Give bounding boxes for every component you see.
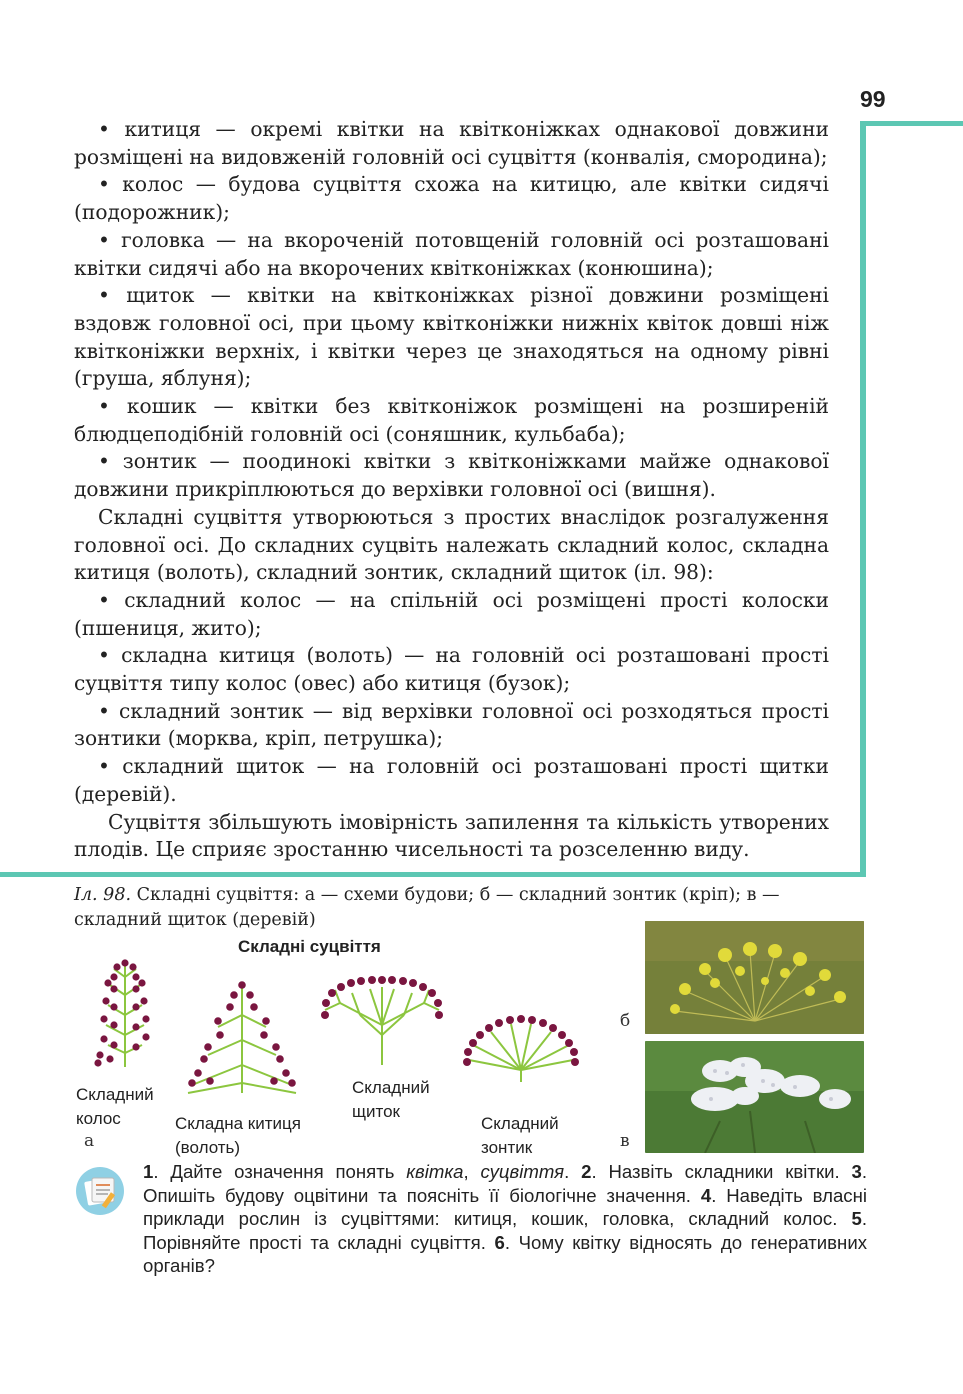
diagram-title: Складні суцвіття xyxy=(238,937,381,956)
paragraph: • зонтик — поодинокі квітки з квітконіжками майже однакової довжини прикріплюються до верхівки головної осі (вишня). xyxy=(74,449,829,502)
dill-photo xyxy=(645,921,864,1034)
tasks-block xyxy=(143,1160,867,1278)
letter-a: а xyxy=(84,1131,95,1151)
task-text: , xyxy=(463,1161,481,1182)
paragraph: • складний щиток — на головній осі розташовані прості щитки (деревій). xyxy=(74,754,829,806)
task-term: квітка xyxy=(406,1161,464,1182)
label-line: щиток xyxy=(352,1102,400,1121)
task-text: . Дайте означення понять xyxy=(153,1161,407,1182)
paragraph: • китиця — окремі квітки на квітконіжках однакової довжини розміщені на видовженій головній осі суцвіття (конвалія, смородина); xyxy=(74,117,829,169)
task-text: . Опишіть будову оцвітини та поясніть її біологічне значення. xyxy=(143,1161,867,1206)
letter-v: в xyxy=(620,1131,630,1151)
compound-corymb-illustration xyxy=(325,987,439,1065)
label-line: Складний xyxy=(76,1085,154,1104)
yarrow-corymb-graphic xyxy=(645,1041,864,1153)
paragraph: • щиток — квітки на квітконіжках різної довжини розміщені вздовж головної осі, при цьому квітконіжки нижніх квіток довші ніж квітконіжки верхніх, і квітки через це знаходяться на одному рівні (груша, яблуня); xyxy=(74,283,829,391)
paragraph: Складні суцвіття утворюються з простих внаслідок розгалуження головної осі. До складних суцвіть належать складний колос, складна китиця (волоть), складний зонтик, складний щиток (іл. 98): xyxy=(74,504,829,585)
task-number: 3 xyxy=(851,1161,862,1182)
paragraph: • головка — на вкороченій потовщеній головній осі розташовані квітки сидячі або на вкорочених квітконіжках (конюшина); xyxy=(74,227,829,280)
task-number: 4 xyxy=(700,1184,712,1206)
task-text: . Чому квітку відносять до генеративних органів? xyxy=(143,1231,868,1276)
task-text: . Наведіть власні приклади рослин із суцвіттями: китиця, кошик, головка, складний колос. xyxy=(143,1184,868,1229)
figure-caption-text: Складні суцвіття: а — схеми будови; б — складний зонтик (кріп); в — складний щиток (деревій) xyxy=(74,885,780,930)
task-number: 1 xyxy=(143,1161,154,1182)
label-panicle xyxy=(175,1112,301,1160)
yarrow-photo xyxy=(645,1041,864,1153)
task-text: . Назвіть складники квітки. xyxy=(591,1161,852,1182)
label-line: зонтик xyxy=(481,1138,533,1157)
label-line: (волоть) xyxy=(175,1138,241,1157)
compound-umbel-illustration xyxy=(455,1010,585,1085)
frame-bottom-line xyxy=(0,872,866,877)
figure-label: Іл. 98. xyxy=(74,885,132,905)
label-line: Складний xyxy=(352,1078,430,1097)
paragraph: • складний колос — на спільній осі розміщені прості колоски (пшениця, жито); xyxy=(74,587,829,640)
task-text: . xyxy=(564,1161,582,1182)
dill-umbel-graphic xyxy=(645,921,864,1034)
task-text: . Порівняйте прості та складні суцвіття. xyxy=(143,1208,867,1253)
label-line: Складний xyxy=(481,1114,559,1133)
tasks-icon xyxy=(75,1166,125,1216)
task-number: 2 xyxy=(581,1161,592,1182)
label-compound-corymb xyxy=(352,1076,430,1124)
label-line: Складна китиця xyxy=(175,1114,301,1133)
frame-top-line xyxy=(860,121,963,126)
paragraph: Суцвіття збільшують імовірність запилення та кількість утворених плодів. Це сприяє зростанню чисельності та розселенню виду. xyxy=(74,809,829,862)
label-compound-spike xyxy=(76,1083,154,1131)
paragraph: • складна китиця (волоть) — на головній осі розташовані прості суцвіття типу колос (овес) або китиця (бузок); xyxy=(74,643,829,696)
paragraph: • складний зонтик — від верхівки головної осі розходяться прості зонтики (морква, кріп, петрушка); xyxy=(74,698,829,751)
main-text xyxy=(74,116,829,864)
letter-b: б xyxy=(620,1011,631,1031)
frame-right-line xyxy=(860,121,866,877)
paragraph: • кошик — квітки без квітконіжок розміщені на розширеній блюдцеподібній головній осі (соняшник, кульбаба); xyxy=(74,394,829,446)
task-term: суцвіття xyxy=(480,1161,565,1182)
task-number: 6 xyxy=(494,1231,505,1253)
label-compound-umbel xyxy=(481,1112,559,1160)
page-number: 99 xyxy=(860,86,886,112)
paragraph: • колос — будова суцвіття схожа на китицю, але квітки сидячі (подорожник); xyxy=(74,172,829,225)
task-number: 5 xyxy=(851,1208,862,1229)
inflorescence-diagram xyxy=(70,955,470,1095)
panicle-illustration xyxy=(188,985,296,1093)
label-line: колос xyxy=(76,1109,121,1128)
